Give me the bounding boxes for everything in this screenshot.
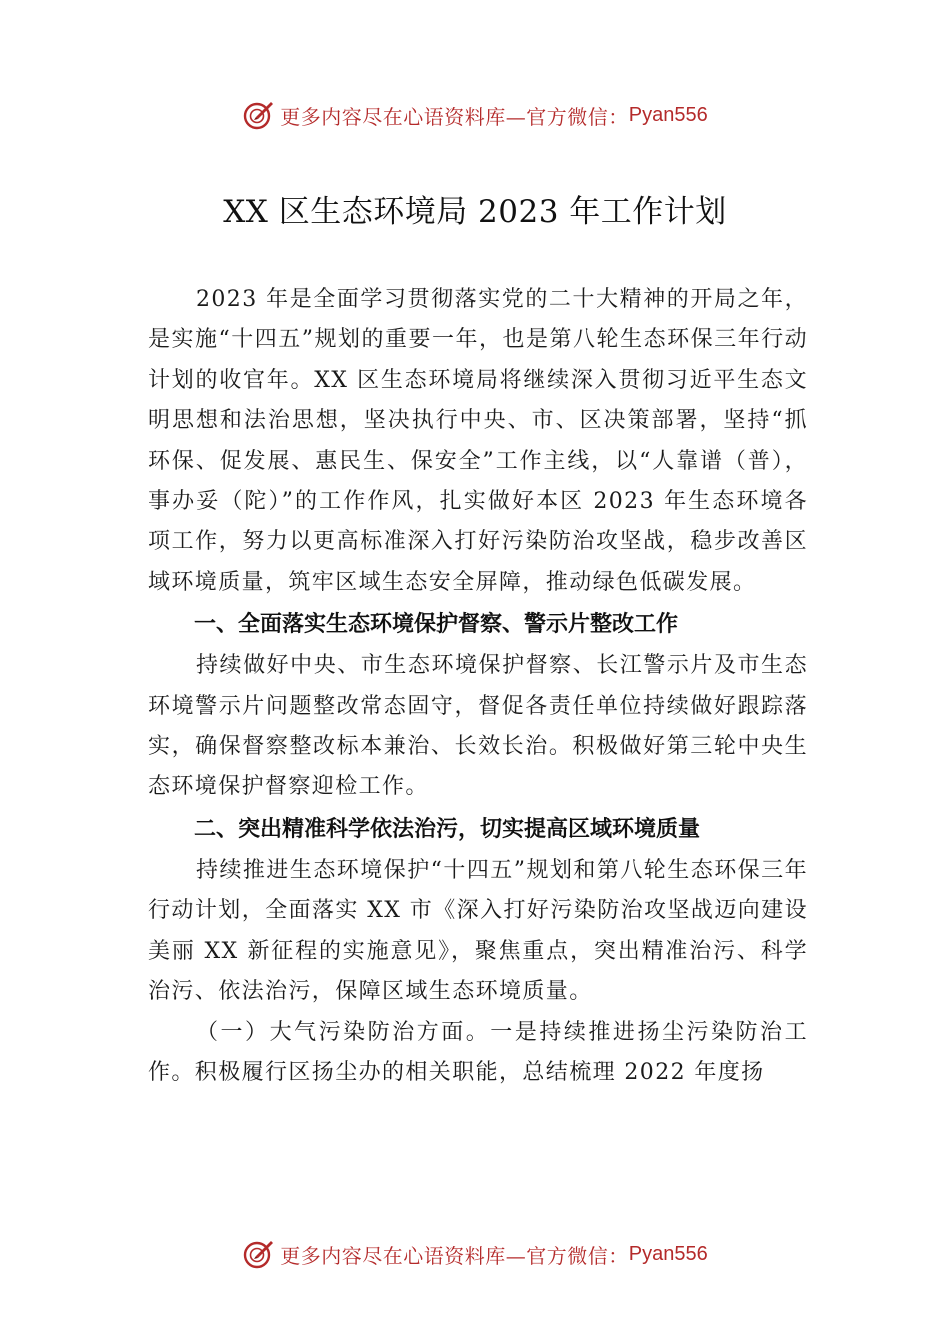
watermark-header [0,95,950,135]
watermark-text: 更多内容尽在心语资料库—官方微信： [280,1243,629,1268]
watermark-text: 更多内容尽在心语资料库—官方微信： [280,104,629,129]
pen-logo-icon [242,1237,276,1271]
intro-paragraph: 2023 年是全面学习贯彻落实党的二十大精神的开局之年，是实施“十四五”规划的重要一年，也是第八轮生态环保三年行动计划的收官年。XX 区生态环境局将继续深入贯彻习近平生态文明思想和法治思想，坚决执行中央、市、区决策部署，坚持“抓环保、促发展、惠民生、保安全”工作主线，以“人靠谱（普），事办妥（陀）”的工作作风，扎实做好本区 2023 年生态环境各项工作，努力以更高标准深入打好污染防治攻坚战，稳步改善区域环境质量，筑牢区域生态安全屏障，推动绿色低碳发展。 [148,287,808,595]
section-heading-2: 二、突出精准科学依法治污，切实提高区域环境质量 [194,816,701,842]
document-title: XX 区生态环境局 2023 年工作计划 [223,194,727,230]
pen-logo-icon [242,98,276,132]
document-body [148,280,808,1093]
section-1-paragraph: 持续做好中央、市生态环境保护督察、长江警示片及市生态环境警示片问题整改常态固守，督促各责任单位持续做好跟踪落实，确保督察整改标本兼治、长效长治。积极做好第三轮中央生态环境保护督察迎检工作。 [148,653,808,800]
section-heading-1: 一、全面落实生态环境保护督察、警示片整改工作 [194,612,679,638]
watermark-footer [0,1234,950,1274]
section-2-paragraph: 持续推进生态环境保护“十四五”规划和第八轮生态环保三年行动计划，全面落实 XX 市《深入打好污染防治攻坚战迈向建设美丽 XX 新征程的实施意见》，聚焦重点，突出精准治污、科学治污、依法治污，保障区域生态环境质量。 [148,857,808,1005]
subsection-air-paragraph: （一）大气污染防治方面。一是持续推进扬尘污染防治工作。积极履行区扬尘办的相关职能，总结梳理 2022 年度扬 [148,1019,808,1085]
watermark-wechat-id: Pyan556 [628,103,708,126]
watermark-wechat-id: Pyan556 [628,1242,708,1265]
